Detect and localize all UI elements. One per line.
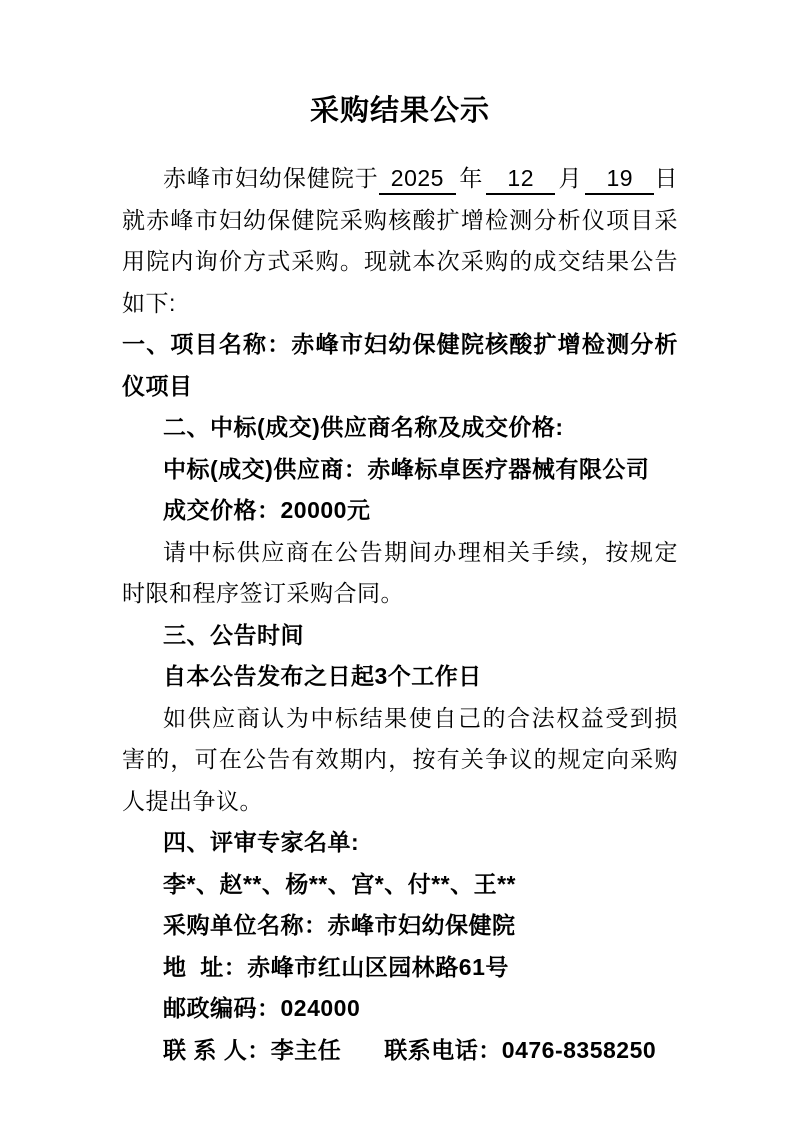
intro-suffix: 日就赤峰市妇幼保健院采购核酸扩增检测分析仪项目采用院内询价方式采购。现就本次采购的成交结果公告如下: [122, 165, 679, 316]
contact-phone: 联系电话：0476-8358250 [384, 1036, 657, 1063]
document-title: 采购结果公示 [309, 95, 490, 127]
notice-paragraph: 请中标供应商在公告期间办理相关手续，按规定时限和程序签订采购合同。 [122, 538, 678, 606]
purchaser-line: 采购单位名称：赤峰市妇幼保健院 [163, 912, 516, 938]
contact-person: 联 系 人：李主任 [163, 1036, 342, 1063]
contact-line [122, 1030, 678, 1072]
date-year-blank: 2025 [379, 163, 456, 195]
experts-line: 李*、赵**、杨**、宫*、付**、王** [163, 870, 517, 897]
dispute-paragraph: 如供应商认为中标结果使自己的合法权益受到损害的，可在公告有效期内，按有关争议的规定向采购人提出争议。 [122, 704, 678, 814]
date-month-unit: 月 [558, 165, 583, 191]
intro-prefix: 赤峰市妇幼保健院于 [163, 165, 379, 191]
section-2-supplier-heading: 二、中标(成交)供应商名称及成交价格: [163, 414, 564, 440]
section-4-heading: 四、评审专家名单: [163, 829, 360, 855]
price-line: 成交价格：20000元 [163, 497, 371, 523]
intro-paragraph [122, 158, 678, 324]
section-1-project-name: 一、项目名称：赤峰市妇幼保健院核酸扩增检测分析仪项目 [122, 331, 678, 399]
date-day-blank: 19 [585, 163, 654, 195]
date-month-blank: 12 [486, 163, 555, 195]
date-year-unit: 年 [458, 165, 484, 191]
section-3-heading: 三、公告时间 [163, 621, 304, 648]
address-line: 地 址：赤峰市红山区园林路61号 [163, 953, 509, 980]
document-body [122, 158, 678, 1071]
announcement-period-line: 自本公告发布之日起3个工作日 [163, 663, 482, 689]
supplier-line: 中标(成交)供应商：赤峰标卓医疗器械有限公司 [163, 455, 650, 482]
postcode-line: 邮政编码：024000 [163, 995, 361, 1021]
